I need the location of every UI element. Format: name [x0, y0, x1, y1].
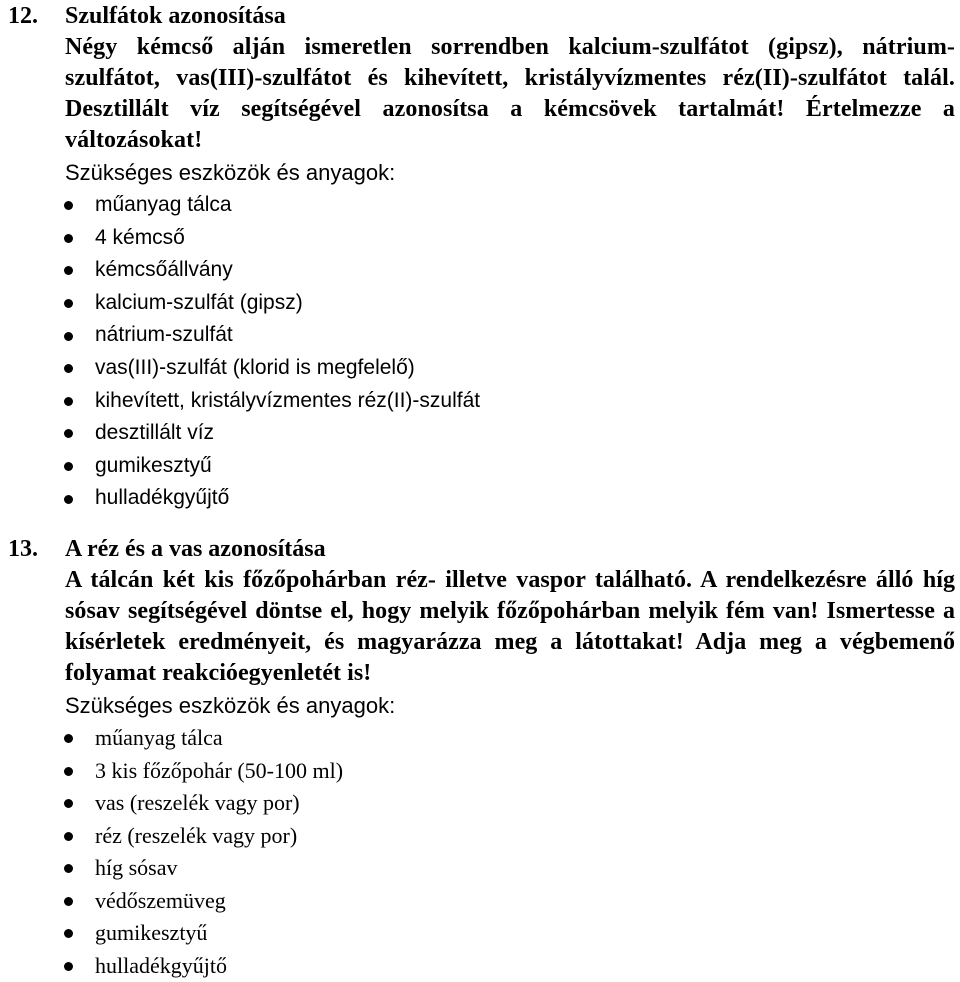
list-item-text: kémcsőállvány [95, 254, 233, 287]
bullet-icon [64, 897, 73, 906]
list-item-text: 3 kis főzőpohár (50-100 ml) [95, 755, 343, 788]
exercise-task: Négy kémcső alján ismeretlen sorrendben kalcium-szulfátot (gipsz), nátrium-szulfátot, vas(III)-szulfátot és kihevített, kristályvízmentes réz(II)-szulfátot talál. Desztillált víz segítségével azonosítsa a kémcsövek tartalmát! Értelmezze a változásokat! [65, 32, 955, 156]
list-item [0, 319, 960, 352]
list-item [0, 189, 960, 222]
list-item [0, 787, 960, 820]
list-item [0, 222, 960, 255]
list-item [0, 482, 960, 515]
list-item [0, 820, 960, 853]
exercise-title: A réz és a vas azonosítása [65, 533, 326, 565]
exercise-heading [0, 533, 960, 565]
list-item [0, 917, 960, 950]
list-item [0, 722, 960, 755]
list-item-text: nátrium-szulfát [95, 319, 233, 352]
materials-title: Szükséges eszközök és anyagok: [65, 156, 960, 189]
list-item-text: műanyag tálca [95, 189, 232, 222]
exercise-13 [0, 533, 960, 982]
list-item [0, 755, 960, 788]
list-item [0, 417, 960, 450]
bullet-icon [64, 266, 73, 275]
bullet-icon [64, 299, 73, 308]
list-item-text: műanyag tálca [95, 722, 223, 755]
list-item [0, 254, 960, 287]
list-item [0, 450, 960, 483]
exercise-title: Szulfátok azonosítása [65, 0, 286, 32]
bullet-icon [64, 397, 73, 406]
exercise-task: A tálcán két kis főzőpohárban réz- illetve vaspor található. A rendelkezésre álló híg sósav segítségével döntse el, hogy melyik főzőpohárban melyik fém van! Ismertesse a kísérletek eredményeit, és magyarázza meg a látottakat! Adja meg a végbemenő folyamat reakcióegyenletét is! [65, 565, 955, 689]
list-item [0, 287, 960, 320]
list-item-text: hulladékgyűjtő [95, 482, 229, 515]
list-item-text: védőszemüveg [95, 885, 226, 918]
list-item-text: desztillált víz [95, 417, 214, 450]
bullet-icon [64, 832, 73, 841]
bullet-icon [64, 799, 73, 808]
bullet-icon [64, 332, 73, 341]
list-item [0, 352, 960, 385]
list-item [0, 950, 960, 982]
list-item-text: gumikesztyű [95, 450, 212, 483]
list-item [0, 885, 960, 918]
exercise-heading [0, 0, 960, 32]
bullet-icon [64, 364, 73, 373]
bullet-icon [64, 864, 73, 873]
materials-list [0, 722, 960, 982]
list-item-text: 4 kémcső [95, 222, 185, 255]
materials-list [0, 189, 960, 515]
bullet-icon [64, 767, 73, 776]
bullet-icon [64, 734, 73, 743]
list-item [0, 852, 960, 885]
bullet-icon [64, 429, 73, 438]
bullet-icon [64, 234, 73, 243]
list-item-text: kihevített, kristályvízmentes réz(II)-szulfát [95, 385, 480, 418]
list-item-text: kalcium-szulfát (gipsz) [95, 287, 303, 320]
bullet-icon [64, 462, 73, 471]
list-item-text: vas (reszelék vagy por) [95, 787, 300, 820]
list-item-text: réz (reszelék vagy por) [95, 820, 297, 853]
bullet-icon [64, 962, 73, 971]
exercise-number: 12. [8, 0, 38, 32]
list-item-text: híg sósav [95, 852, 178, 885]
list-item-text: hulladékgyűjtő [95, 950, 227, 982]
list-item-text: gumikesztyű [95, 917, 207, 950]
list-item-text: vas(III)-szulfát (klorid is megfelelő) [95, 352, 415, 385]
bullet-icon [64, 201, 73, 210]
bullet-icon [64, 495, 73, 504]
bullet-icon [64, 929, 73, 938]
list-item [0, 385, 960, 418]
exercise-number: 13. [8, 533, 38, 565]
materials-title: Szükséges eszközök és anyagok: [65, 689, 960, 722]
